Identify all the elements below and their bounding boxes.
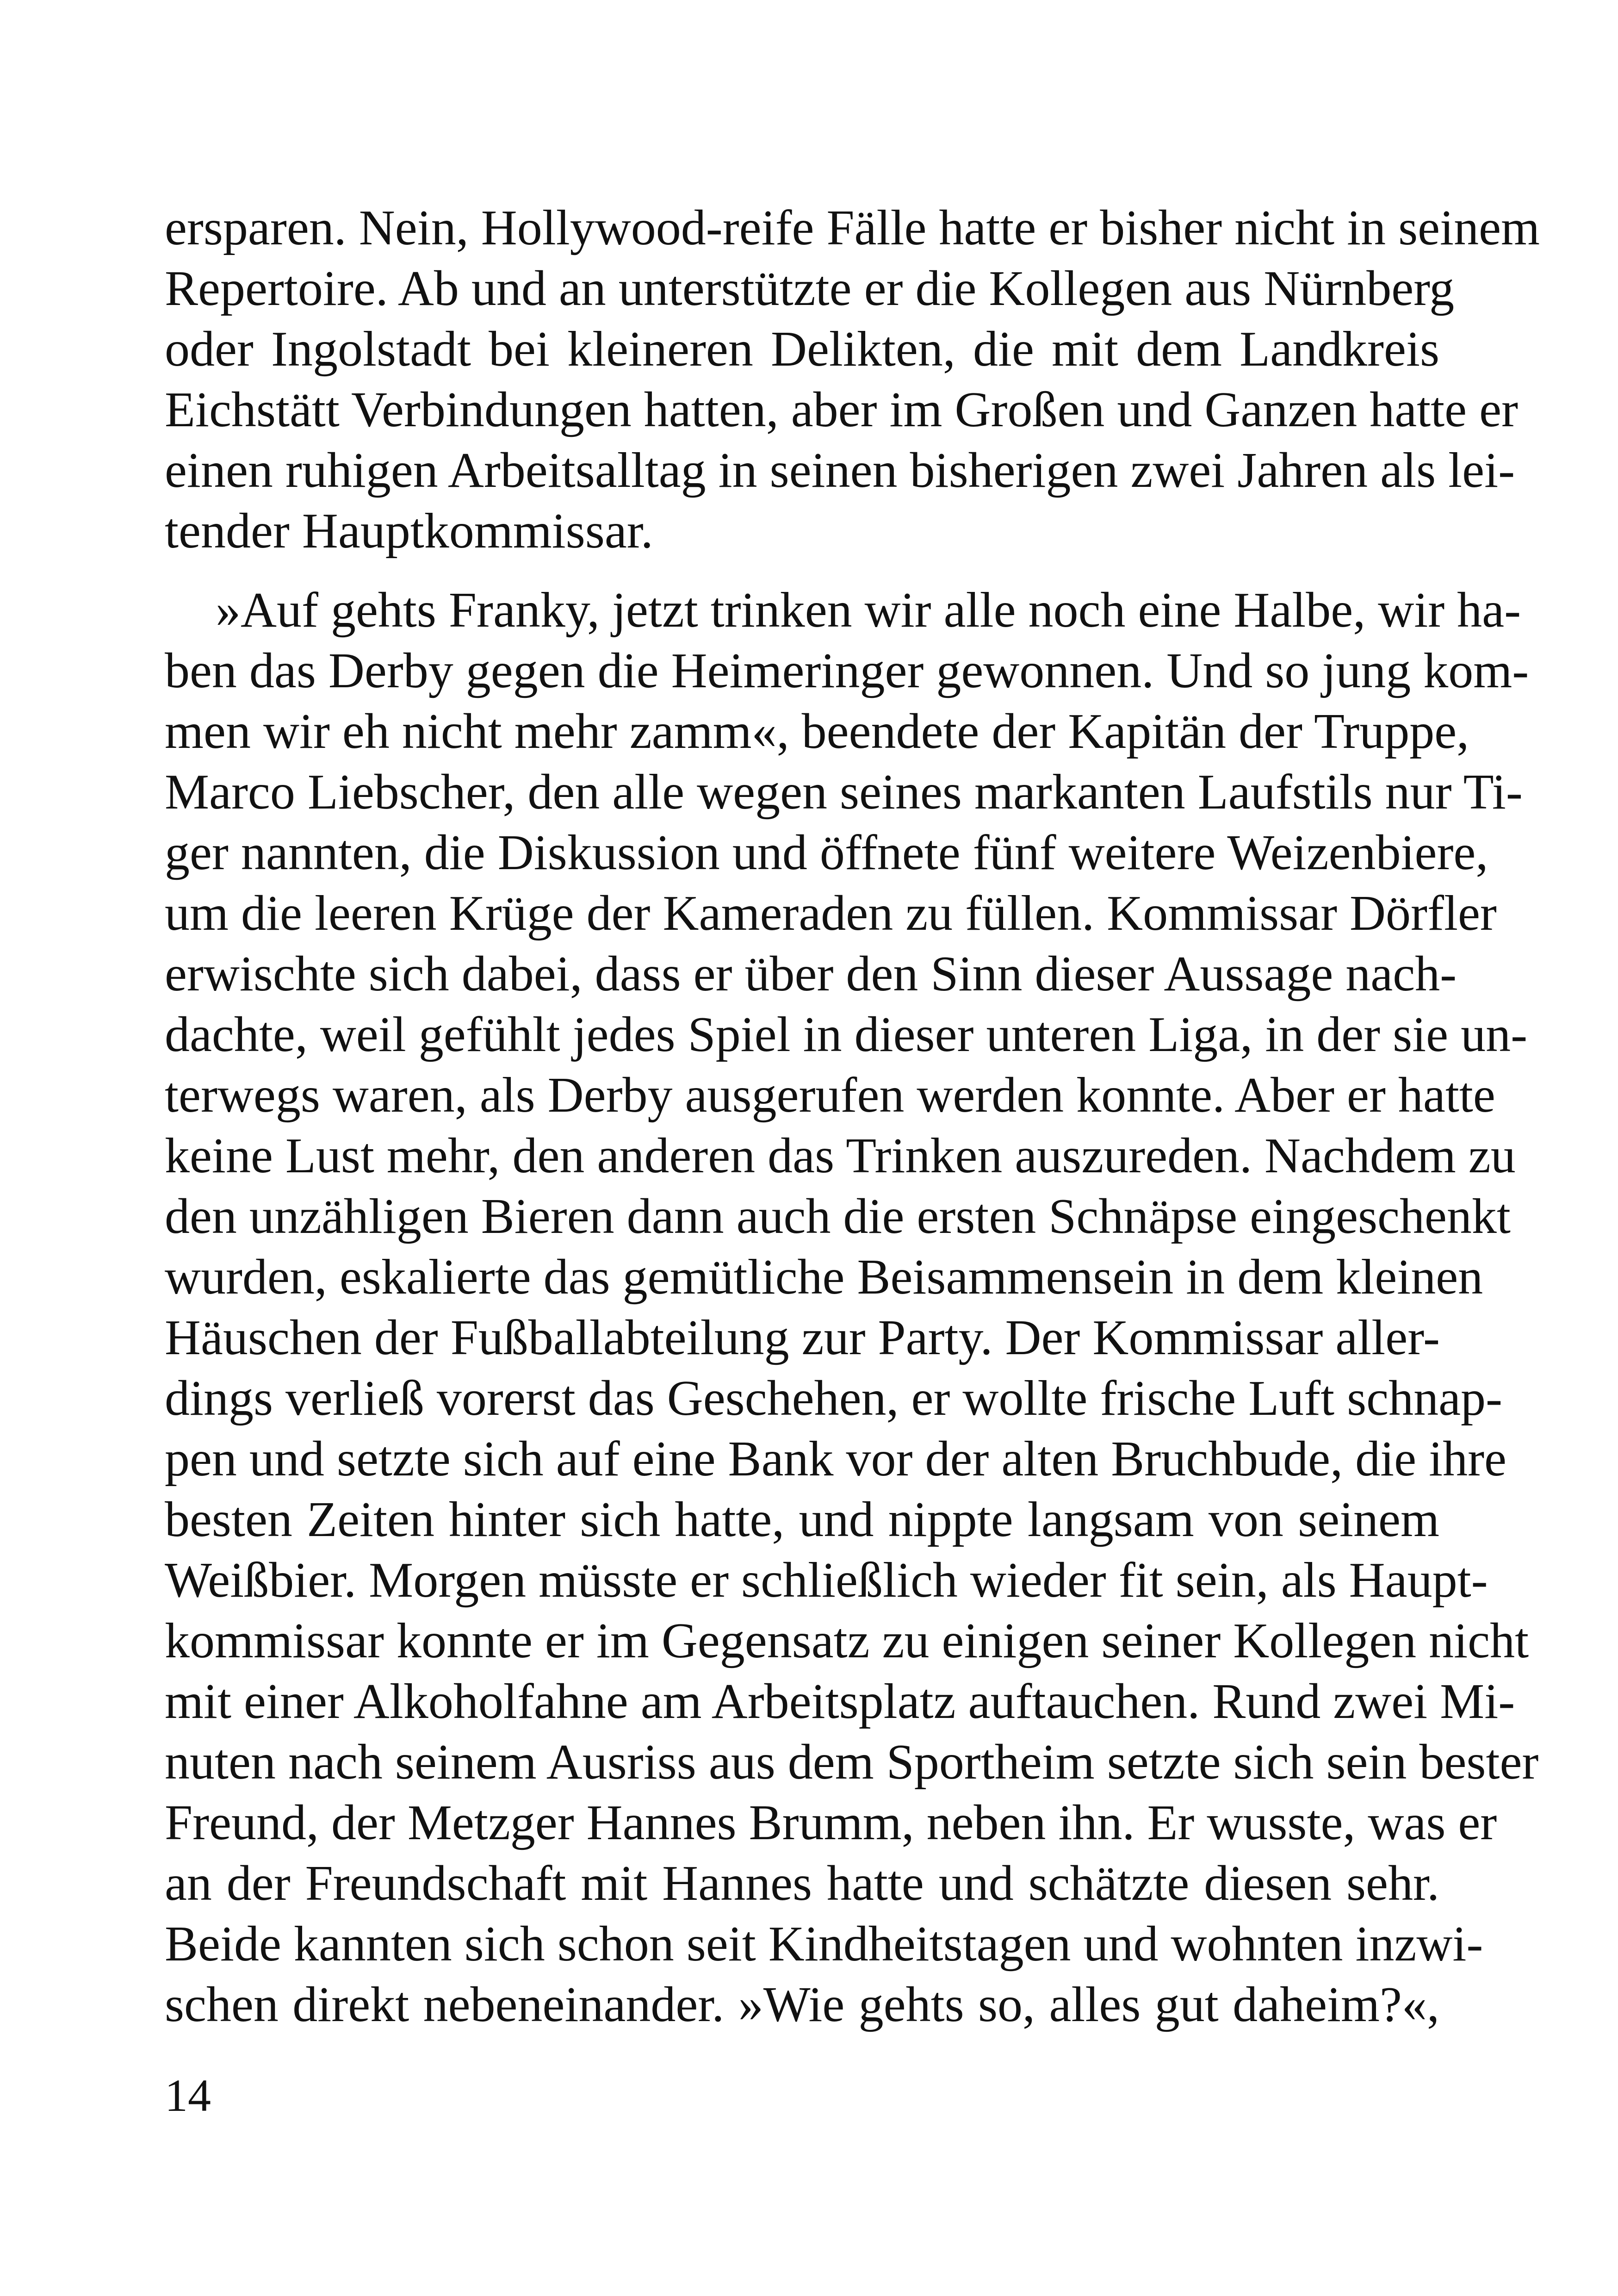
body-text (165, 198, 1540, 2035)
text-line: schen direkt nebeneinander. »Wie gehts so, alles gut daheim?«, (165, 1977, 1439, 2032)
text-line: Weißbier. Morgen müsste er schließlich wieder fit sein, als Haupt- (165, 1553, 1488, 1608)
text-line: einen ruhigen Arbeitsalltag in seinen bisherigen zwei Jahren als lei- (165, 443, 1515, 498)
text-line: Häuschen der Fußballabteilung zur Party. Der Kommissar aller- (165, 1310, 1440, 1365)
text-line: ger nannten, die Diskussion und öffnete fünf weitere Weizenbiere, (165, 825, 1488, 880)
text-line: Repertoire. Ab und an unterstützte er die Kollegen aus Nürnberg (165, 261, 1455, 316)
text-line: Beide kannten sich schon seit Kindheitstagen und wohnten inzwi- (165, 1916, 1483, 1972)
text-line: den unzähligen Bieren dann auch die ersten Schnäpse eingeschenkt (165, 1189, 1511, 1244)
text-line: ersparen. Nein, Hollywood-reife Fälle hatte er bisher nicht in seinem (165, 200, 1540, 255)
text-line: Marco Liebscher, den alle wegen seines markanten Laufstils nur Ti- (165, 765, 1523, 820)
text-line: tender Hauptkommissar. (165, 504, 653, 559)
text-line: dachte, weil gefühlt jedes Spiel in dieser unteren Liga, in der sie un- (165, 1007, 1528, 1062)
text-line: dings verließ vorerst das Geschehen, er wollte frische Luft schnap- (165, 1371, 1503, 1426)
text-line: men wir eh nicht mehr zamm«, beendete der Kapitän der Truppe, (165, 704, 1469, 759)
text-line: oder Ingolstadt bei kleineren Delikten, die mit dem Landkreis (165, 322, 1439, 377)
text-line: terwegs waren, als Derby ausgerufen werden konnte. Aber er hatte (165, 1068, 1495, 1123)
text-line: mit einer Alkoholfahne am Arbeitsplatz auftauchen. Rund zwei Mi- (165, 1674, 1515, 1729)
text-line: pen und setzte sich auf eine Bank vor der alten Bruchbude, die ihre (165, 1431, 1506, 1487)
text-line: keine Lust mehr, den anderen das Trinken auszureden. Nachdem zu (165, 1128, 1516, 1183)
text-line: Eichstätt Verbindungen hatten, aber im Großen und Ganzen hatte er (165, 382, 1519, 437)
text-line: erwischte sich dabei, dass er über den Sinn dieser Aussage nach- (165, 946, 1457, 1002)
text-line: besten Zeiten hinter sich hatte, und nippte langsam von seinem (165, 1492, 1439, 1547)
text-line: an der Freundschaft mit Hannes hatte und schätzte diesen sehr. (165, 1856, 1439, 1911)
text-line: Freund, der Metzger Hannes Brumm, neben ihn. Er wusste, was er (165, 1795, 1497, 1850)
page-number: 14 (165, 2070, 211, 2121)
text-line: nuten nach seinem Ausriss aus dem Sportheim setzte sich sein bester (165, 1735, 1539, 1790)
text-line: ben das Derby gegen die Heimeringer gewonnen. Und so jung kom- (165, 643, 1529, 698)
paragraph (165, 198, 1540, 561)
text-line: um die leeren Krüge der Kameraden zu füllen. Kommissar Dörfler (165, 886, 1497, 941)
text-line: »Auf gehts Franky, jetzt trinken wir alle noch eine Halbe, wir ha- (216, 583, 1521, 638)
text-line: wurden, eskalierte das gemütliche Beisammensein in dem kleinen (165, 1250, 1483, 1305)
paragraph (165, 580, 1539, 2035)
text-line: kommissar konnte er im Gegensatz zu einigen seiner Kollegen nicht (165, 1613, 1529, 1668)
